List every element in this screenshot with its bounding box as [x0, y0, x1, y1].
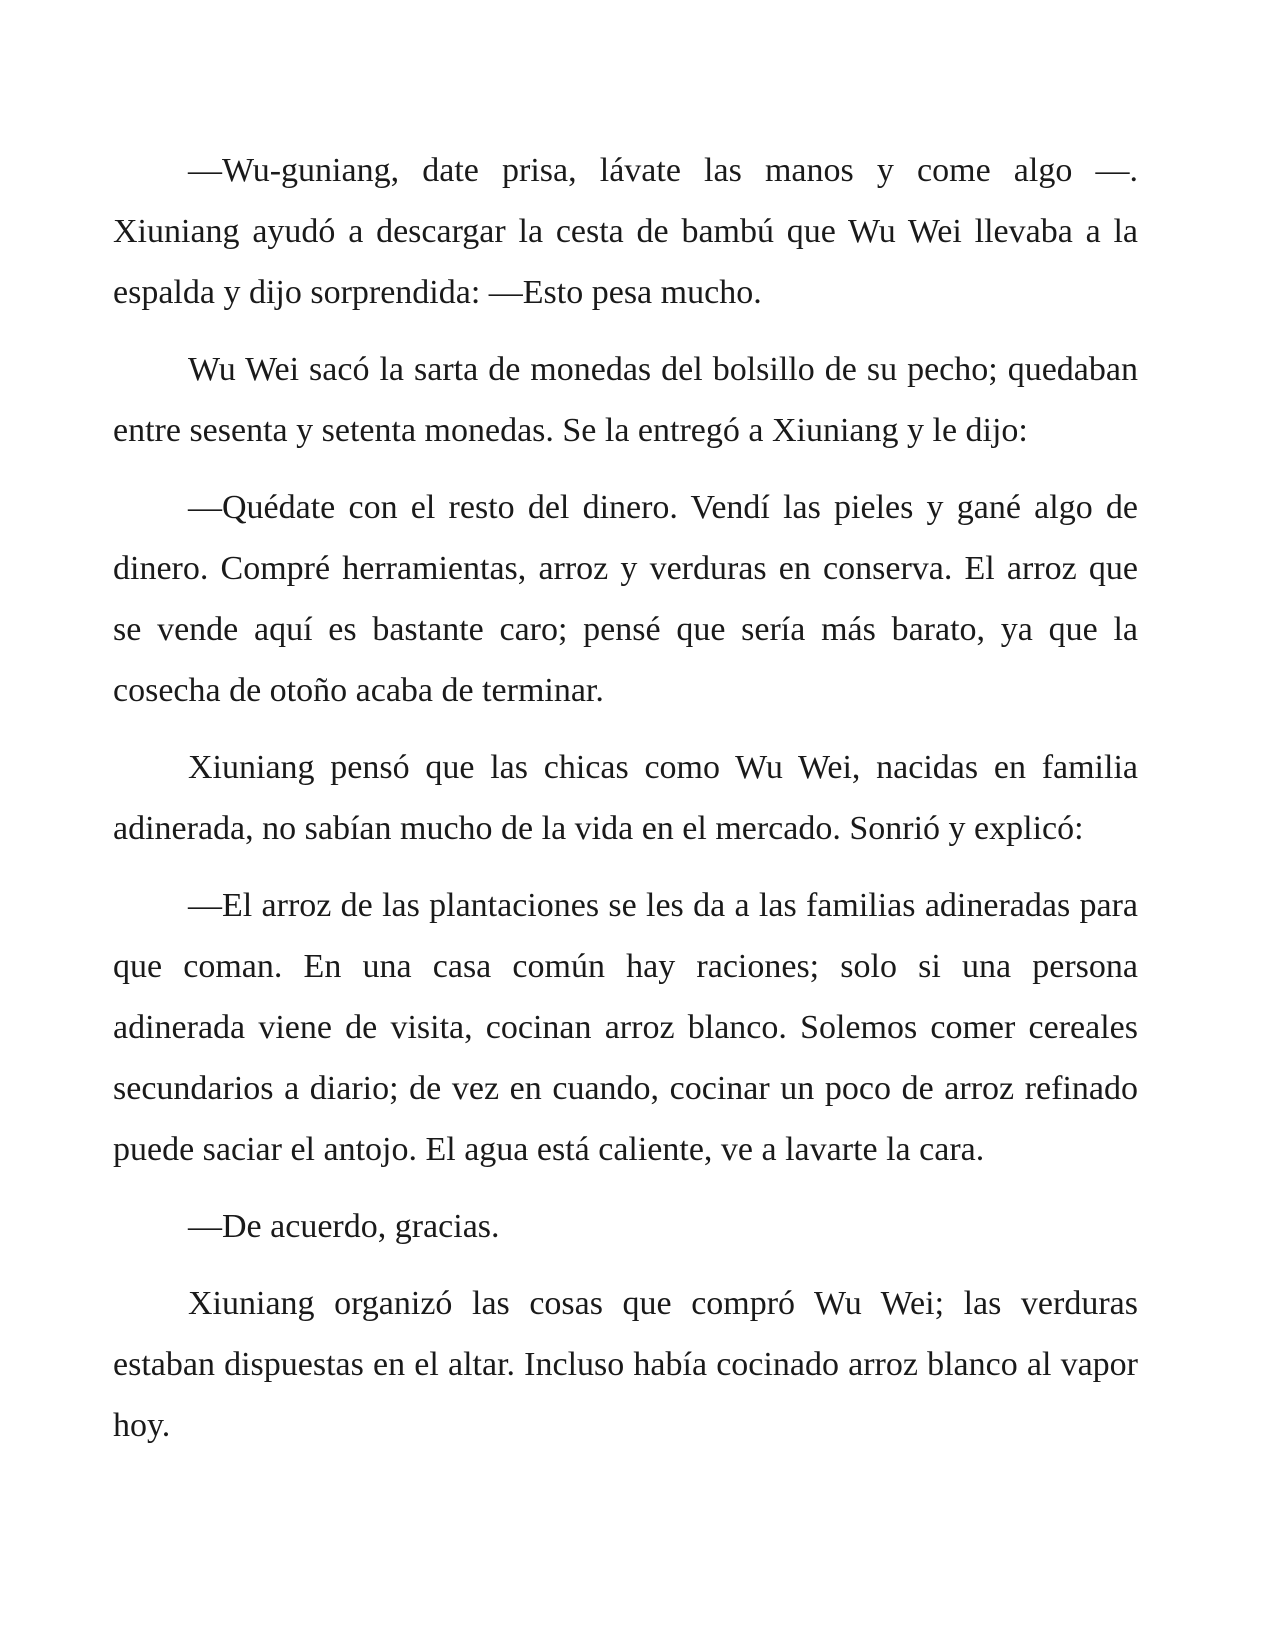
paragraph-3: —Quédate con el resto del dinero. Vendí las pieles y gané algo de dinero. Compré herramientas, arroz y verduras en conserva. El arroz que se vende aquí es bastante caro; pensé que sería más barato, ya que la cosecha de otoño acaba de terminar. [113, 489, 1138, 709]
paragraph-4: Xiuniang pensó que las chicas como Wu Wei, nacidas en familia adinerada, no sabían mucho de la vida en el mercado. Sonrió y explicó: [113, 749, 1138, 847]
paragraph-1: —Wu-guniang, date prisa, lávate las manos y come algo —. Xiuniang ayudó a descargar la cesta de bambú que Wu Wei llevaba a la espalda y dijo sorprendida: —Esto pesa mucho. [113, 152, 1138, 311]
paragraph-5: —El arroz de las plantaciones se les da a las familias adineradas para que coman. En una casa común hay raciones; solo si una persona adinerada viene de visita, cocinan arroz blanco. Solemos comer cereales secundarios a diario; de vez en cuando, cocinar un poco de arroz refinado puede saciar el antojo. El agua está caliente, ve a lavarte la cara. [113, 887, 1138, 1168]
paragraph-2: Wu Wei sacó la sarta de monedas del bolsillo de su pecho; quedaban entre sesenta y setenta monedas. Se la entregó a Xiuniang y le dijo: [113, 351, 1138, 449]
paragraph-7: Xiuniang organizó las cosas que compró Wu Wei; las verduras estaban dispuestas en el altar. Incluso había cocinado arroz blanco al vapor hoy. [113, 1285, 1138, 1444]
body-text [113, 140, 1138, 1472]
paragraph-6: —De acuerdo, gracias. [188, 1208, 500, 1245]
